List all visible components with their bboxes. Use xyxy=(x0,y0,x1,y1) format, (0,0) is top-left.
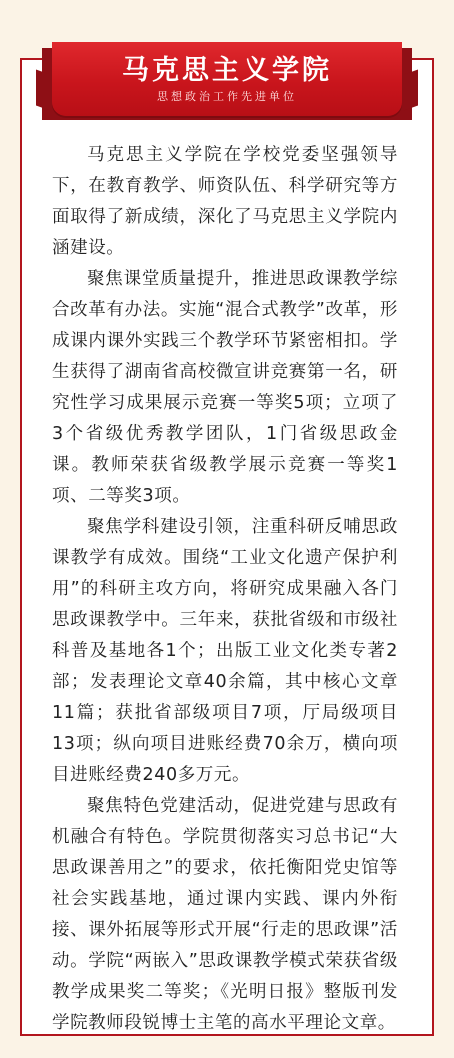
banner-fold-left xyxy=(36,69,50,110)
paragraph-research: 聚焦学科建设引领，注重科研反哺思政课教学有成效。围绕“工业文化遗产保护利用”的科研主攻方向，将研究成果融入各门思政课教学中。三年来，获批省级和市级社科普及基地各1个；出版工业文化类专著2部；发表理论文章40余篇，其中核心文章11篇；获批省部级项目7项，厅局级项目13项；纵向项目进账经费70余万，横向项目进账经费240多万元。 xyxy=(52,517,398,785)
paragraph-intro: 马克思主义学院在学校党委坚强领导下，在教育教学、师资队伍、科学研究等方面取得了新成绩，深化了马克思主义学院内涵建设。 xyxy=(52,145,398,258)
page-title: 马克思主义学院 xyxy=(122,55,332,86)
title-banner xyxy=(52,42,402,116)
article-body xyxy=(52,140,398,1039)
paragraph-teaching-reform: 聚焦课堂质量提升，推进思政课教学综合改革有办法。实施“混合式教学”改革，形成课内课外实践三个教学环节紧密相扣。学生获得了湖南省高校微宣讲竞赛第一名，研究性学习成果展示竞赛一等奖5项；立项了3个省级优秀教学团队，1门省级思政金课。教师荣获省级教学展示竞赛一等奖1项、二等奖3项。 xyxy=(52,269,398,506)
page-subtitle: 思想政治工作先进单位 xyxy=(157,90,297,103)
banner-fold-right xyxy=(404,69,418,110)
paragraph-party-building: 聚焦特色党建活动，促进党建与思政有机融合有特色。学院贯彻落实习总书记“大思政课善用之”的要求，依托衡阳党史馆等社会实践基地，通过课内实践、课内外衔接、课外拓展等形式开展“行走的思政课”活动。学院“两嵌入”思政课教学模式荣获省级教学成果奖二等奖；《光明日报》整版刊发学院教师段锐博士主笔的高水平理论文章。 xyxy=(52,796,398,1033)
